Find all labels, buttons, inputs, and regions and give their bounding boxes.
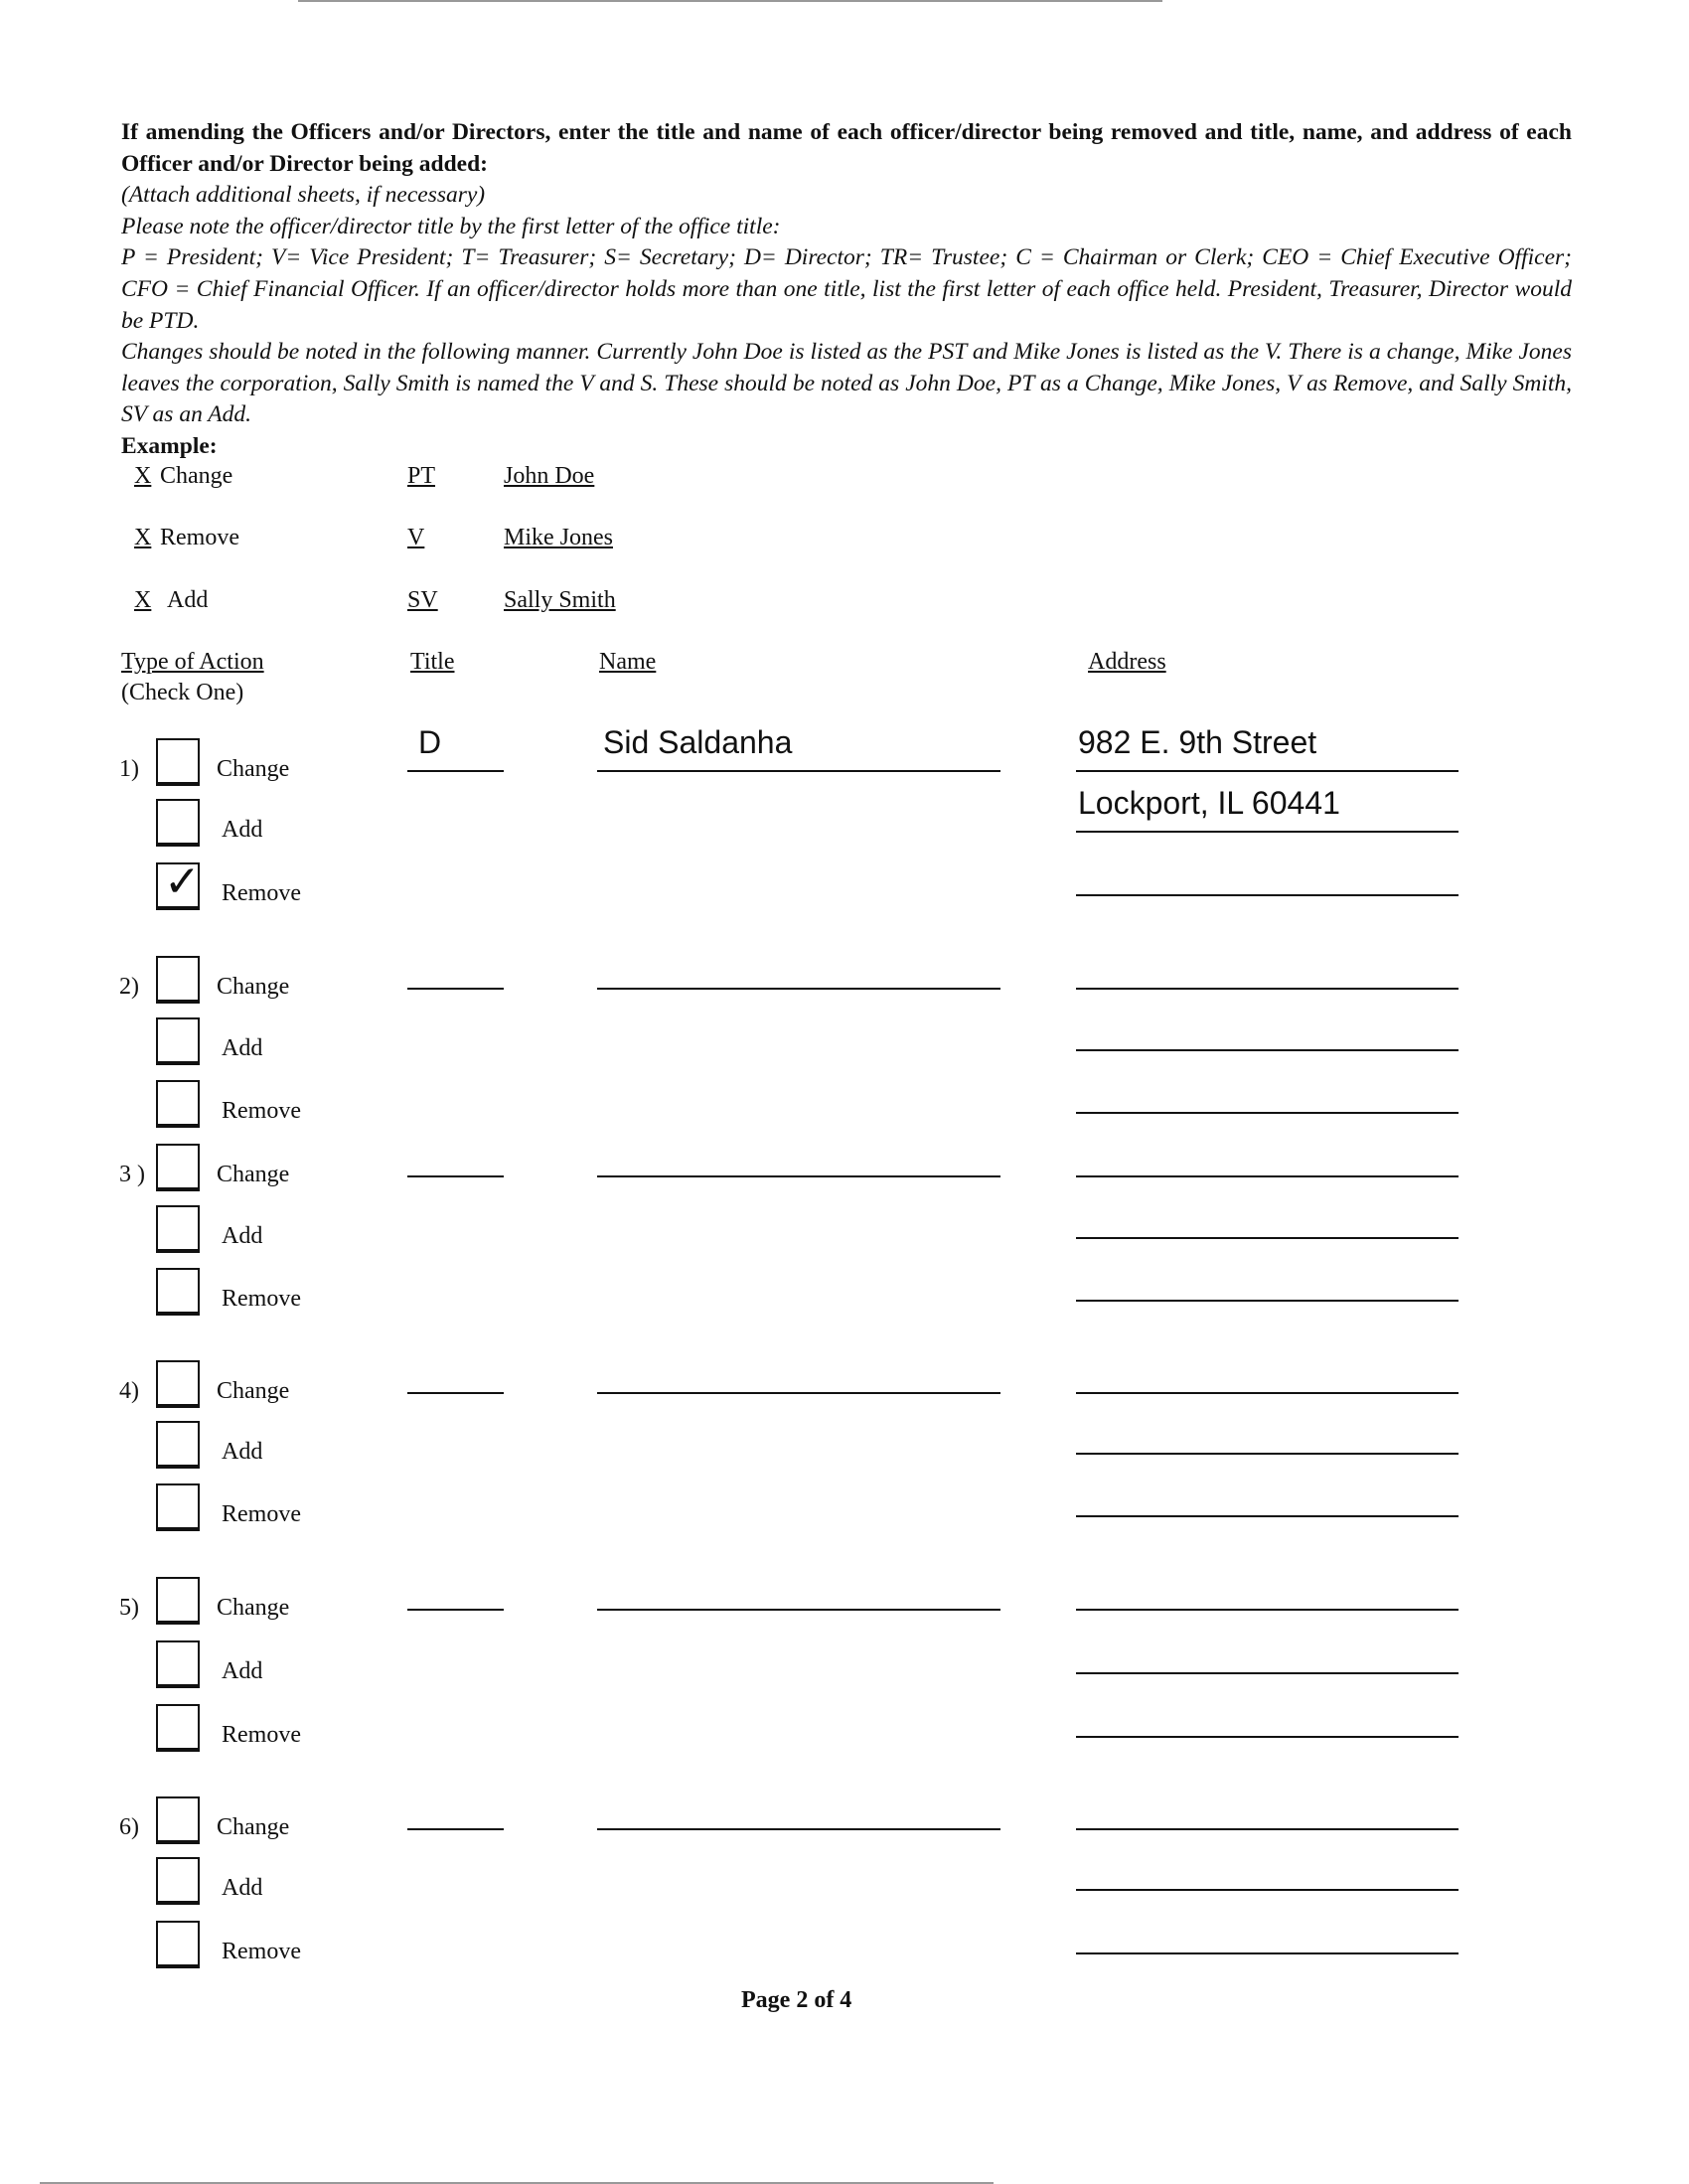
checkbox-change[interactable] bbox=[156, 1144, 200, 1191]
address-line-3[interactable] bbox=[1076, 894, 1459, 896]
address-line-2[interactable] bbox=[1076, 1889, 1459, 1891]
checkbox-change[interactable] bbox=[156, 1360, 200, 1408]
address-value-1: 982 E. 9th Street bbox=[1078, 724, 1317, 760]
checkbox-label-change: Change bbox=[217, 1595, 290, 1621]
address-line-1[interactable] bbox=[1076, 770, 1459, 772]
example-name: John Doe bbox=[504, 463, 595, 489]
checkbox-label-add: Add bbox=[222, 1035, 263, 1061]
title-field[interactable] bbox=[407, 1828, 504, 1830]
checkbox-remove[interactable] bbox=[156, 1080, 200, 1128]
title-field[interactable] bbox=[407, 1392, 504, 1394]
header-title: Title bbox=[410, 649, 455, 675]
abbreviations-note: P = President; V= Vice President; T= Treasurer; S= Secretary; D= Director; TR= Trustee; C = Chairman or Clerk; CEO = Chief Executive Officer; CFO = Chief Financial Officer. If an officer/director holds more than one title, list the first letter of each office held. President, Treasurer, Director would be PTD. bbox=[121, 244, 1572, 334]
entry-number: 5) bbox=[119, 1595, 139, 1621]
example-title: SV bbox=[407, 587, 438, 613]
checkbox-add[interactable] bbox=[156, 1421, 200, 1469]
address-value-2: Lockport, IL 60441 bbox=[1078, 785, 1340, 821]
checkbox-remove[interactable] bbox=[156, 1704, 200, 1752]
page-number: Page 2 of 4 bbox=[741, 1987, 852, 2013]
address-line-3[interactable] bbox=[1076, 1736, 1459, 1738]
name-field[interactable] bbox=[597, 1609, 1000, 1611]
name-field[interactable] bbox=[597, 1828, 1000, 1830]
header-address: Address bbox=[1088, 649, 1166, 675]
example-name: Mike Jones bbox=[504, 525, 613, 550]
entry-number: 1) bbox=[119, 756, 139, 782]
title-field[interactable] bbox=[407, 1175, 504, 1177]
header-check-one: (Check One) bbox=[121, 680, 244, 705]
name-field[interactable] bbox=[597, 770, 1000, 772]
checkbox-label-change: Change bbox=[217, 756, 290, 782]
checkbox-add[interactable] bbox=[156, 1205, 200, 1253]
checkbox-remove[interactable] bbox=[156, 1268, 200, 1316]
entry-number: 6) bbox=[119, 1814, 139, 1840]
example-action: Add bbox=[167, 587, 209, 613]
address-line-3[interactable] bbox=[1076, 1952, 1459, 1954]
example-label: Example: bbox=[121, 432, 218, 459]
checkmark-icon: ✓ bbox=[164, 857, 201, 907]
entry-number: 2) bbox=[119, 974, 139, 1000]
checkbox-label-add: Add bbox=[222, 817, 263, 843]
instructions-heading: If amending the Officers and/or Directors, enter the title and name of each officer/director being removed and title, name, and address of each Officer and/or Director being added: bbox=[121, 119, 1572, 177]
address-line-2[interactable] bbox=[1076, 831, 1459, 833]
example-mark: X bbox=[134, 525, 152, 550]
example-mark: X bbox=[134, 463, 152, 489]
checkbox-label-change: Change bbox=[217, 974, 290, 1000]
checkbox-add[interactable] bbox=[156, 799, 200, 847]
checkbox-add[interactable] bbox=[156, 1640, 200, 1688]
checkbox-label-add: Add bbox=[222, 1875, 263, 1901]
checkbox-change[interactable] bbox=[156, 956, 200, 1004]
address-line-2[interactable] bbox=[1076, 1453, 1459, 1455]
example-title: PT bbox=[407, 463, 436, 489]
checkbox-label-change: Change bbox=[217, 1162, 290, 1187]
checkbox-change[interactable] bbox=[156, 738, 200, 786]
checkbox-remove[interactable] bbox=[156, 1483, 200, 1531]
attach-note: (Attach additional sheets, if necessary) bbox=[121, 182, 486, 209]
address-line-3[interactable] bbox=[1076, 1112, 1459, 1114]
example-mark: X bbox=[134, 587, 152, 613]
example-action: Remove bbox=[160, 525, 239, 550]
checkbox-label-remove: Remove bbox=[222, 1939, 301, 1964]
checkbox-change[interactable] bbox=[156, 1577, 200, 1625]
entry-number: 3 ) bbox=[119, 1162, 145, 1187]
example-name: Sally Smith bbox=[504, 587, 616, 613]
checkbox-add[interactable] bbox=[156, 1857, 200, 1905]
changes-note: Changes should be noted in the following manner. Currently John Doe is listed as the PST and Mike Jones is listed as the V. There is a change, Mike Jones leaves the corporation, Sally Smith is named the V and S. These should be noted as John Doe, PT as a Change, Mike Jones, V as Remove, and Sally Smith, SV as an Add. bbox=[121, 339, 1572, 428]
checkbox-remove[interactable] bbox=[156, 857, 201, 910]
checkbox-add[interactable] bbox=[156, 1017, 200, 1065]
address-line-1[interactable] bbox=[1076, 988, 1459, 990]
title-note: Please note the officer/director title by the first letter of the office title: bbox=[121, 213, 781, 239]
name-field[interactable] bbox=[597, 1392, 1000, 1394]
title-field[interactable] bbox=[407, 1609, 504, 1611]
address-line-3[interactable] bbox=[1076, 1515, 1459, 1517]
address-line-2[interactable] bbox=[1076, 1049, 1459, 1051]
address-line-2[interactable] bbox=[1076, 1237, 1459, 1239]
checkbox-label-remove: Remove bbox=[222, 1286, 301, 1312]
checkbox-label-change: Change bbox=[217, 1378, 290, 1404]
checkbox-label-add: Add bbox=[222, 1439, 263, 1465]
address-line-1[interactable] bbox=[1076, 1175, 1459, 1177]
name-field[interactable] bbox=[597, 1175, 1000, 1177]
checkbox-label-add: Add bbox=[222, 1223, 263, 1249]
instructions bbox=[121, 117, 1572, 463]
checkbox-label-add: Add bbox=[222, 1658, 263, 1684]
address-line-1[interactable] bbox=[1076, 1392, 1459, 1394]
example-title: V bbox=[407, 525, 425, 550]
entry-number: 4) bbox=[119, 1378, 139, 1404]
name-value: Sid Saldanha bbox=[603, 724, 793, 760]
title-field[interactable] bbox=[407, 770, 504, 772]
checkbox-label-remove: Remove bbox=[222, 1722, 301, 1748]
checkbox-change[interactable] bbox=[156, 1796, 200, 1844]
checkbox-label-remove: Remove bbox=[222, 1501, 301, 1527]
checkbox-label-remove: Remove bbox=[222, 1098, 301, 1124]
example-action: Change bbox=[160, 463, 233, 489]
header-type-of-action: Type of Action bbox=[121, 649, 264, 675]
address-line-1[interactable] bbox=[1076, 1828, 1459, 1830]
address-line-3[interactable] bbox=[1076, 1300, 1459, 1302]
header-name: Name bbox=[599, 649, 657, 675]
address-line-2[interactable] bbox=[1076, 1672, 1459, 1674]
address-line-1[interactable] bbox=[1076, 1609, 1459, 1611]
name-field[interactable] bbox=[597, 988, 1000, 990]
checkbox-label-change: Change bbox=[217, 1814, 290, 1840]
checkbox-label-remove: Remove bbox=[222, 880, 301, 906]
title-value: D bbox=[418, 724, 442, 760]
title-field[interactable] bbox=[407, 988, 504, 990]
checkbox-remove[interactable] bbox=[156, 1921, 200, 1968]
scan-artifact-top bbox=[298, 0, 1162, 2]
